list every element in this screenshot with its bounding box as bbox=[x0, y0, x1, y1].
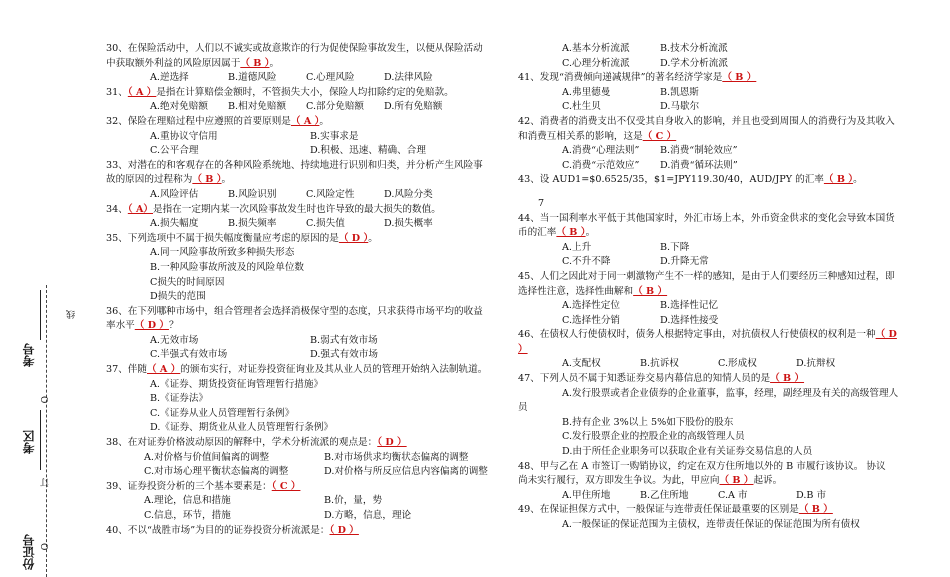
option-text: D.损失概率 bbox=[384, 218, 433, 230]
question-text: 33、对潜在的和客观存在的各种风险系统地、持续地进行识别和归类，并分析产生风险事 bbox=[106, 159, 483, 171]
option-text: A.甲住所地 bbox=[562, 489, 611, 501]
option-text: A.选择性定位 bbox=[562, 300, 620, 312]
option-text: B.损失频率 bbox=[228, 218, 277, 230]
question-line bbox=[106, 159, 498, 174]
question-line bbox=[106, 115, 498, 130]
question-text: 尚未实行履行，双方即发生争议。为此，甲应向 bbox=[518, 475, 720, 487]
option-row bbox=[518, 144, 910, 159]
option-line bbox=[518, 445, 910, 460]
option-text: A.无效市场 bbox=[150, 334, 199, 346]
option-text: C.发行股票企业的控股企业的高级管理人员 bbox=[562, 431, 745, 443]
binding-cut-line bbox=[46, 285, 48, 577]
right-column bbox=[518, 42, 910, 533]
option-text: A.同一风险事故所致多种损失形态 bbox=[150, 247, 295, 259]
question-line bbox=[518, 343, 910, 358]
option-text: C损失的时间原因 bbox=[150, 276, 225, 288]
option-text: A.一般保证的保证范围为主债权，连带责任保证的保证范围为所有债权 bbox=[562, 519, 860, 530]
option-text: D.法律风险 bbox=[384, 72, 433, 84]
answer-mark: （ B ） bbox=[798, 504, 833, 516]
option-line bbox=[106, 276, 498, 291]
option-text: B.消费“制轮效应” bbox=[660, 145, 738, 157]
option-text: D.升降无常 bbox=[660, 256, 709, 268]
option-text: C.选择性分销 bbox=[562, 314, 621, 326]
option-row bbox=[106, 144, 498, 159]
question-text: 。 bbox=[368, 232, 378, 244]
question-text: 。 bbox=[853, 174, 863, 186]
question-line bbox=[518, 372, 910, 387]
question-number: 34、 bbox=[106, 203, 128, 215]
option-text: B.对市场供求均衡状态偏离的调整 bbox=[324, 451, 469, 463]
option-text: C.形成权 bbox=[718, 358, 757, 370]
option-text: D.方略，信息，理论 bbox=[324, 510, 412, 521]
answer-mark: （ A ） bbox=[147, 364, 181, 376]
option-row bbox=[106, 217, 498, 232]
question-line bbox=[518, 226, 910, 241]
option-row bbox=[518, 86, 910, 101]
question-line bbox=[106, 86, 498, 101]
option-line bbox=[106, 392, 498, 407]
option-row bbox=[518, 489, 910, 504]
question-line bbox=[518, 270, 910, 285]
question-text: 44、当一国利率水平低于其他国家时，外汇市场上本，外币资金供求的变化会导致本国货 bbox=[518, 212, 895, 224]
answer-mark: （ A） bbox=[127, 203, 153, 215]
question-text: 38、在对证券价格波动原因的解释中，学术分析流派的观点是： bbox=[106, 437, 378, 449]
option-row bbox=[518, 159, 910, 174]
question-text: 42、消费者的消费支出不仅受其自身收入的影响，并且也受到周围人的消费行为及其收入 bbox=[518, 115, 895, 127]
answer-mark: （ A ） bbox=[127, 86, 157, 98]
question-line bbox=[518, 503, 910, 518]
option-text: A.重协议守信用 bbox=[150, 130, 218, 142]
option-row bbox=[518, 299, 910, 314]
question-text: ？ bbox=[168, 320, 179, 332]
option-row bbox=[106, 494, 498, 509]
option-row bbox=[518, 57, 910, 72]
question-line bbox=[518, 401, 910, 416]
question-line bbox=[518, 460, 910, 475]
option-row bbox=[106, 465, 498, 480]
question-number: 31、 bbox=[106, 86, 128, 98]
question-text: 。 bbox=[585, 227, 596, 239]
answer-mark: （ C ） bbox=[642, 130, 677, 142]
option-line bbox=[106, 421, 498, 436]
exam-number-blank bbox=[40, 290, 41, 340]
option-line bbox=[106, 290, 498, 305]
option-line bbox=[518, 518, 910, 533]
option-text: B.一种风险事故所波及的风险单位数 bbox=[150, 261, 305, 273]
question-line bbox=[106, 363, 498, 378]
option-text: A.逆选择 bbox=[150, 72, 189, 84]
option-row bbox=[518, 255, 910, 270]
question-line bbox=[106, 305, 498, 320]
question-text: 率水平 bbox=[106, 320, 135, 332]
option-text: D损失的范围 bbox=[150, 291, 206, 303]
option-text: C.部分免赔额 bbox=[306, 101, 365, 113]
option-text: B.风险识别 bbox=[228, 188, 277, 200]
option-text: D.风险分类 bbox=[384, 188, 433, 200]
spacer bbox=[518, 188, 910, 197]
answer-mark: （ C ） bbox=[271, 480, 301, 492]
option-text: B.实事求是 bbox=[310, 130, 359, 142]
question-text: 。 bbox=[269, 57, 280, 69]
option-text: A.支配权 bbox=[562, 358, 601, 370]
question-line bbox=[518, 212, 910, 227]
option-text: C.公平合理 bbox=[150, 145, 199, 157]
answer-mark: （ B ） bbox=[556, 227, 586, 239]
option-text: A.上升 bbox=[562, 241, 592, 253]
option-text: A.弗里德曼 bbox=[562, 86, 611, 98]
question-line bbox=[518, 115, 910, 130]
option-line bbox=[106, 378, 498, 393]
question-text: 员 bbox=[518, 402, 528, 414]
option-text: B.选择性记忆 bbox=[660, 300, 719, 312]
question-text: 32、保险在理赔过程中应遵照的首要原则是 bbox=[106, 115, 291, 127]
option-row bbox=[106, 348, 498, 363]
option-row bbox=[518, 42, 910, 57]
question-line bbox=[518, 71, 910, 86]
option-row bbox=[518, 100, 910, 115]
question-text: 。 bbox=[221, 174, 232, 186]
answer-mark: （ D ） bbox=[377, 437, 407, 449]
option-text: B.技术分析流派 bbox=[660, 43, 728, 54]
option-text: D.学术分析流派 bbox=[660, 57, 728, 69]
option-line bbox=[106, 407, 498, 422]
option-text: C.心理风险 bbox=[306, 72, 355, 84]
option-text: B.价，量，势 bbox=[324, 495, 383, 507]
option-text: A.发行股票或者企业债券的企业董事，监事，经理，副经理及有关的高级管理人 bbox=[562, 387, 899, 399]
question-line bbox=[518, 285, 910, 300]
option-text: B.道德风险 bbox=[228, 72, 277, 84]
answer-mark: （ D ） bbox=[329, 524, 359, 536]
option-text: D.强式有效市场 bbox=[310, 349, 378, 361]
question-text: 。 bbox=[319, 115, 330, 127]
option-text: D.由于所任企业职务可以获取企业有关证券交易信息的人员 bbox=[562, 446, 813, 458]
option-text: D.马歇尔 bbox=[660, 101, 700, 113]
question-line bbox=[106, 173, 498, 188]
question-text: 37、伴随 bbox=[106, 364, 147, 376]
option-row bbox=[518, 357, 910, 372]
question-text: 和消费互相关系的影响，这是 bbox=[518, 130, 643, 142]
option-text: A.理论，信息和措施 bbox=[144, 495, 231, 507]
option-row bbox=[518, 241, 910, 256]
question-line bbox=[106, 203, 498, 218]
question-text: 故的原因的过程称为 bbox=[106, 174, 193, 186]
option-text: D.积极、迅速、精确、合理 bbox=[310, 145, 426, 157]
question-text: 43、设 AUD1=$0.6525/35，$1=JPY119.30/40，AUD/JPY 的汇率 bbox=[518, 174, 824, 186]
question-line bbox=[106, 57, 498, 72]
exam-area-label: 考区 bbox=[22, 430, 36, 454]
option-text: C.损失值 bbox=[306, 218, 345, 230]
option-text: A.《证券、期货投资征询管理暂行措施》 bbox=[150, 378, 324, 390]
question-text: 币的汇率 bbox=[518, 227, 557, 239]
option-text: A.损失幅度 bbox=[150, 218, 199, 230]
option-text: B.下降 bbox=[660, 241, 690, 253]
option-row bbox=[106, 100, 498, 115]
answer-mark: （ B ） bbox=[722, 72, 757, 84]
option-text: A.对价格与价值间偏离的调整 bbox=[144, 451, 270, 463]
question-line bbox=[518, 328, 910, 343]
option-row bbox=[106, 334, 498, 349]
question-text: 是指在一定期内某一次风险事故发生时也许导致的最大损失的数值。 bbox=[152, 203, 441, 215]
question-text: 48、甲与乙在 A 市签订一购销协议，约定在双方住所地以外的 B 市履行该协议。 协议 bbox=[518, 460, 886, 472]
question-text: 47、下列人员不属于知悉证券交易内幕信息的知情人员的是 bbox=[518, 373, 771, 385]
question-text: 40、不以“战胜市场”为目的的证券投资分析流派是： bbox=[106, 524, 330, 536]
option-text: D.《证券、期货业从业人员管理暂行条例》 bbox=[150, 422, 334, 434]
option-text: B.凯恩斯 bbox=[660, 86, 699, 98]
option-text: B.《证券法》 bbox=[150, 393, 209, 405]
question-text: 选择性注意，选择性曲解和 bbox=[518, 285, 634, 297]
question-text: 49、在保证担保方式中，一般保证与连带责任保证最重要的区别是 bbox=[518, 504, 799, 516]
question-line bbox=[518, 173, 910, 188]
question-line bbox=[106, 524, 498, 539]
option-text: A.消费“心理法则” bbox=[562, 145, 640, 157]
option-text: C.信息，环节，措施 bbox=[144, 510, 231, 521]
option-line bbox=[518, 416, 910, 431]
question-line bbox=[106, 42, 498, 57]
option-text: C.半强式有效市场 bbox=[150, 349, 228, 361]
option-text: A.风险评估 bbox=[150, 188, 199, 200]
binding-marker-ding: 订 bbox=[41, 478, 51, 487]
question-text: 30、在保险活动中，人们以不诚实或故意欺诈的行为促使保险事故发生，以便从保险活动 bbox=[106, 43, 483, 54]
question-text: 45、人们之因此对于同一刺激物产生不一样的感知，是由于人们要经历三种感知过程，即 bbox=[518, 270, 895, 282]
answer-mark: （ D ） bbox=[134, 320, 169, 332]
binding-marker-xian: 线 bbox=[67, 310, 77, 319]
option-text: D.消费“循环法则” bbox=[660, 159, 738, 171]
answer-mark: （ B ） bbox=[633, 285, 668, 297]
answer-mark: （ B ） bbox=[719, 475, 754, 487]
question-text: 起诉。 bbox=[753, 475, 783, 487]
option-row bbox=[106, 509, 498, 524]
answer-mark: （ D bbox=[875, 329, 897, 341]
option-text: C.《证券从业人员管理暂行条例》 bbox=[150, 407, 295, 419]
question-text: 39、证券投资分析的三个基本要素是： bbox=[106, 480, 272, 492]
option-text: A.基本分析流派 bbox=[562, 43, 630, 54]
option-line bbox=[106, 261, 498, 276]
cut-marker-o: O bbox=[41, 396, 51, 404]
page-number bbox=[518, 197, 910, 212]
option-line bbox=[518, 430, 910, 445]
question-line bbox=[518, 474, 910, 489]
option-text: C.不升不降 bbox=[562, 256, 611, 268]
question-text: 35、下列选项中不属于损失幅度衡量应考虑的原因的是 bbox=[106, 232, 339, 244]
question-text: 中获取额外利益的风险原因属于 bbox=[106, 57, 241, 69]
exam-area-blank bbox=[40, 410, 41, 470]
option-text: C.消费“示范效应” bbox=[562, 159, 640, 171]
option-text: D.所有免赔额 bbox=[384, 101, 443, 113]
option-text: C.心理分析流派 bbox=[562, 57, 630, 69]
option-row bbox=[106, 188, 498, 203]
question-text: 是指在计算赔偿金额时，不管损失大小，保险人均扣除约定的免赔款。 bbox=[156, 86, 454, 98]
option-text: D.对价格与所反应信息内容偏离的调整 bbox=[324, 466, 488, 478]
question-text: 41、发现“消费倾向递减规律”的著名经济学家是 bbox=[518, 72, 723, 84]
answer-mark: （ B ） bbox=[192, 174, 222, 186]
option-text: B.抗诉权 bbox=[640, 358, 679, 370]
answer-mark: ） bbox=[518, 343, 528, 355]
option-row bbox=[106, 451, 498, 466]
option-text: C.对市场心理平衡状态偏离的调整 bbox=[144, 466, 289, 478]
option-text: A.绝对免赔额 bbox=[150, 101, 208, 113]
question-line bbox=[518, 130, 910, 145]
answer-mark: （ B ） bbox=[240, 57, 270, 69]
option-text: D.选择性接受 bbox=[660, 314, 719, 326]
binding-margin bbox=[0, 0, 77, 577]
option-text: C.A 市 bbox=[718, 489, 748, 501]
option-text: D.抗辩权 bbox=[796, 358, 836, 370]
question-line bbox=[106, 319, 498, 334]
question-text: 36、在下列哪种市场中，组合管理者会选择消极保守型的态度，只求获得市场平均的收益 bbox=[106, 305, 483, 317]
answer-mark: （ B ） bbox=[770, 373, 805, 385]
left-column bbox=[106, 42, 498, 538]
question-text: 46、在债权人行使债权时，债务人根据特定事由，对抗债权人行使债权的权利是一种 bbox=[518, 329, 876, 341]
page-number-text: 7 bbox=[538, 197, 545, 209]
question-line bbox=[106, 436, 498, 451]
question-line bbox=[106, 480, 498, 495]
option-text: D.B 市 bbox=[796, 489, 827, 501]
answer-mark: （ B ） bbox=[823, 174, 854, 186]
option-row bbox=[518, 314, 910, 329]
option-text: B.持有企业 3%以上 5%如下股份的股东 bbox=[562, 416, 734, 428]
option-text: B.相对免赔额 bbox=[228, 101, 287, 113]
question-text: 的颁布实行，对证券投资征询业及其从业人员的管理开始纳入法制轨道。 bbox=[180, 364, 488, 376]
option-row bbox=[106, 130, 498, 145]
id-number-label: 份证号 bbox=[22, 534, 36, 570]
exam-number-label: 考号 bbox=[22, 343, 36, 367]
answer-mark: （ D ） bbox=[338, 232, 369, 244]
option-text: C.风险定性 bbox=[306, 188, 355, 200]
option-text: B.弱式有效市场 bbox=[310, 334, 378, 346]
answer-mark: （ A ） bbox=[290, 115, 320, 127]
option-line bbox=[518, 387, 910, 402]
option-text: B.乙住所地 bbox=[640, 489, 689, 501]
question-line bbox=[106, 232, 498, 247]
option-text: C.杜生贝 bbox=[562, 101, 601, 113]
option-row bbox=[106, 71, 498, 86]
cut-marker-o-2: O bbox=[41, 543, 51, 551]
option-line bbox=[106, 246, 498, 261]
